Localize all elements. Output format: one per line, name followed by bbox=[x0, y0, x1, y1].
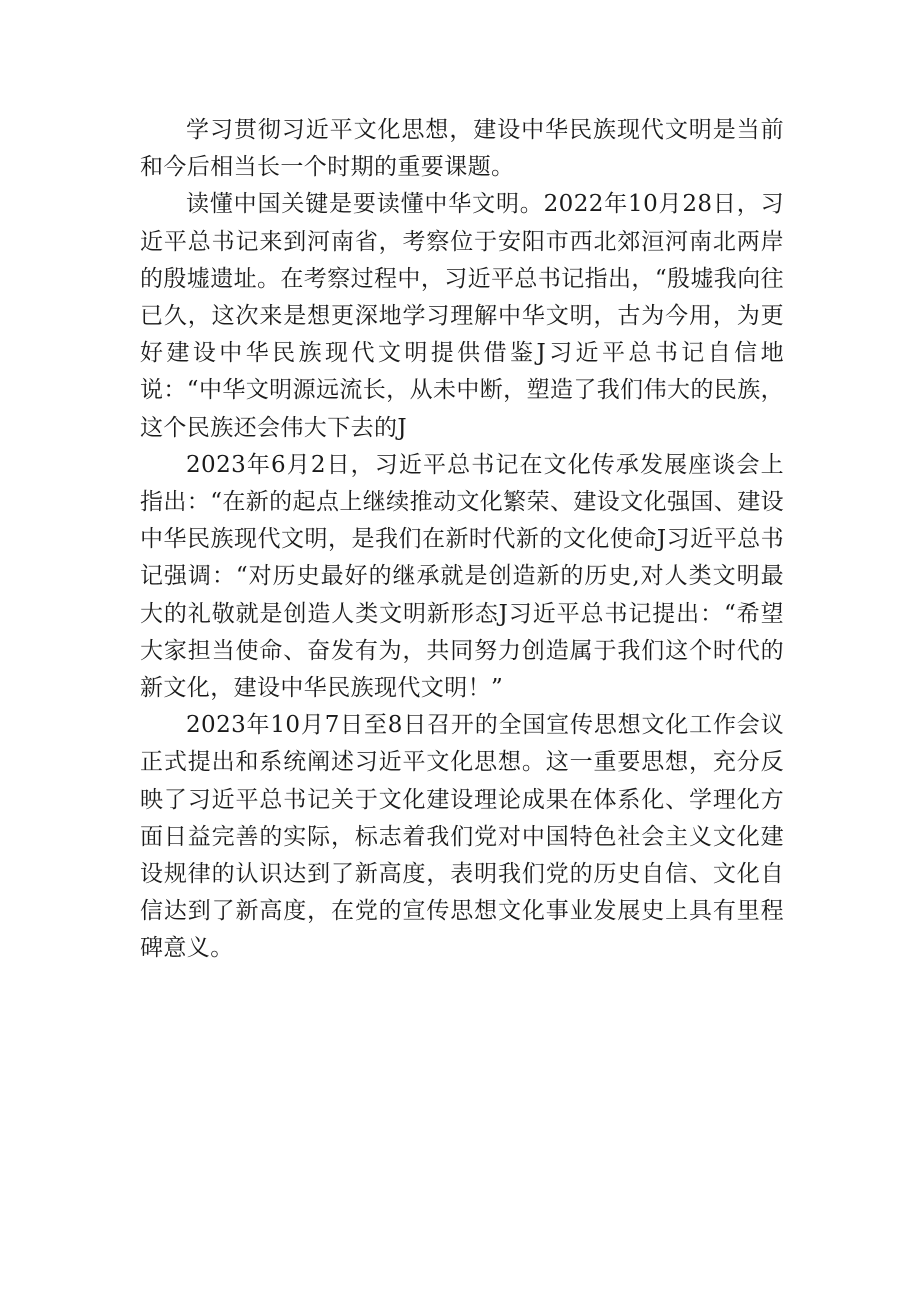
document-body bbox=[140, 112, 784, 968]
paragraph-4: 2023年10月7日至8日召开的全国宣传思想文化工作会议正式提出和系统阐述习近平文化思想。这一重要思想，充分反映了习近平总书记关于文化建设理论成果在体系化、学理化方面日益完善的实际，标志着我们党对中国特色社会主义文化建设规律的认识达到了新高度，表明我们党的历史自信、文化自信达到了新高度，在党的宣传思想文化事业发展史上具有里程碑意义。 bbox=[140, 712, 784, 962]
paragraph-3: 2023年6月2日，习近平总书记在文化传承发展座谈会上指出：“在新的起点上继续推动文化繁荣、建设文化强国、建设中华民族现代文明，是我们在新时代新的文化使命J习近平总书记强调：“对历史最好的继承就是创造新的历史,对人类文明最大的礼敬就是创造人类文明新形态J习近平总书记提出：“希望大家担当使命、奋发有为，共同努力创造属于我们这个时代的新文化，建设中华民族现代文明！” bbox=[140, 451, 784, 702]
paragraph-2: 读懂中国关键是要读懂中华文明。2022年10月28日，习近平总书记来到河南省，考察位于安阳市西北郊洹河南北两岸的殷墟遗址。在考察过程中，习近平总书记指出，“殷墟我向往已久，这次来是想更深地学习理解中华文明，古为今用，为更好建设中华民族现代文明提供借鉴J习近平总书记自信地说：“中华文明源远流长，从未中断，塑造了我们伟大的民族，这个民族还会伟大下去的J bbox=[140, 191, 784, 441]
paragraph-1: 学习贯彻习近平文化思想，建设中华民族现代文明是当前和今后相当长一个时期的重要课题。 bbox=[140, 117, 784, 181]
